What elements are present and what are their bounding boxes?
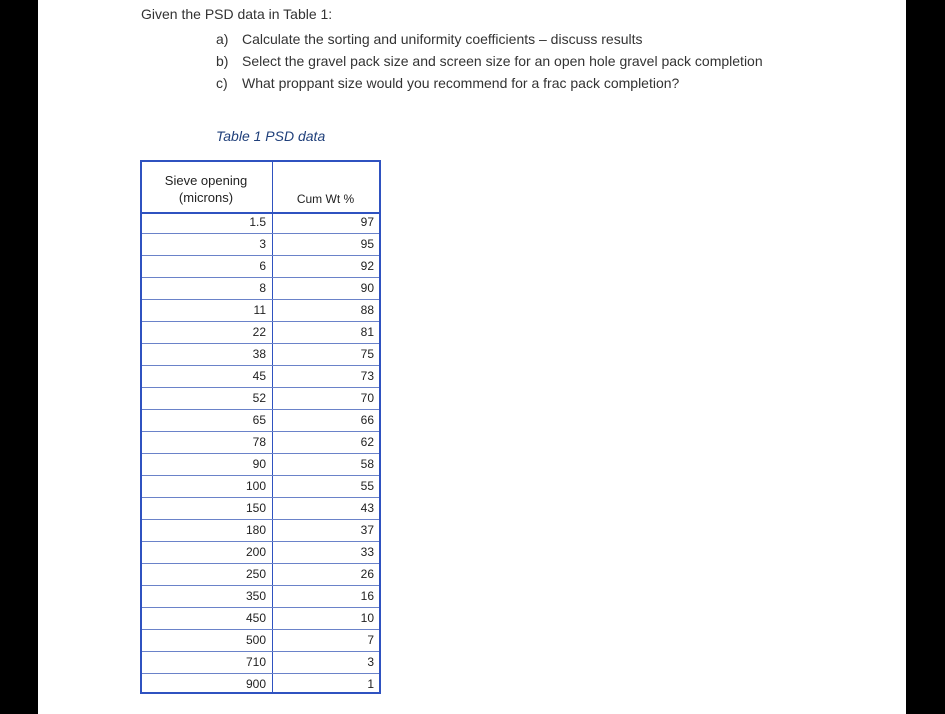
- sieve-cell: 65: [252, 413, 266, 427]
- question-item: [216, 28, 776, 50]
- table-row: [142, 476, 379, 498]
- question-list: [216, 28, 776, 94]
- question-label: a): [216, 31, 229, 47]
- cum-wt-cell: 33: [360, 545, 374, 559]
- cum-wt-cell: 16: [360, 589, 374, 603]
- cum-wt-cell: 3: [367, 655, 374, 669]
- question-text: What proppant size would you recommend for a frac pack completion?: [242, 75, 680, 91]
- sieve-cell: 6: [259, 259, 266, 273]
- sieve-cell: 3: [259, 237, 266, 251]
- cum-wt-cell: 73: [360, 369, 374, 383]
- sieve-cell: 500: [245, 633, 266, 647]
- cum-wt-cell: 70: [360, 391, 374, 405]
- sieve-cell: 11: [253, 303, 266, 317]
- sieve-cell: 52: [252, 391, 266, 405]
- header-sieve-line1: Sieve opening: [164, 173, 248, 188]
- table-row: [142, 542, 379, 564]
- table-row: [142, 234, 379, 256]
- table-row: [142, 322, 379, 344]
- table-row: [142, 454, 379, 476]
- sieve-cell: 8: [259, 281, 266, 295]
- sieve-cell: 100: [245, 479, 266, 493]
- document-page: [38, 0, 906, 714]
- table-row: [142, 674, 379, 696]
- psd-table: [140, 160, 381, 694]
- cum-wt-cell: 92: [360, 259, 374, 273]
- sieve-cell: 250: [245, 567, 266, 581]
- question-label: b): [216, 53, 229, 69]
- cum-wt-cell: 7: [367, 633, 374, 647]
- sieve-cell: 78: [252, 435, 266, 449]
- cum-wt-cell: 26: [360, 567, 374, 581]
- header-sieve-opening: [142, 172, 270, 206]
- sieve-cell: 22: [252, 325, 266, 339]
- sieve-cell: 1.5: [249, 215, 266, 229]
- cum-wt-cell: 55: [360, 479, 374, 493]
- cum-wt-cell: 95: [360, 237, 374, 251]
- cum-wt-cell: 75: [360, 347, 374, 361]
- cum-wt-cell: 43: [360, 501, 374, 515]
- header-cum-wt: Cum Wt %: [296, 192, 355, 206]
- cum-wt-cell: 1: [367, 677, 374, 691]
- table-caption: Table 1 PSD data: [216, 128, 326, 144]
- cum-wt-cell: 97: [360, 215, 374, 229]
- table-row: [142, 410, 379, 432]
- sieve-cell: 710: [245, 655, 266, 669]
- table-row: [142, 630, 379, 652]
- question-label: c): [216, 75, 228, 91]
- table-row: [142, 432, 379, 454]
- sieve-cell: 900: [245, 677, 266, 691]
- table-row: [142, 388, 379, 410]
- cum-wt-cell: 88: [360, 303, 374, 317]
- table-row: [142, 212, 379, 234]
- sieve-cell: 200: [245, 545, 266, 559]
- header-sieve-line2: (microns): [178, 190, 234, 205]
- sieve-cell: 90: [252, 457, 266, 471]
- table-row: [142, 300, 379, 322]
- cum-wt-cell: 10: [360, 611, 374, 625]
- table-row: [142, 520, 379, 542]
- cum-wt-cell: 66: [360, 413, 374, 427]
- table-row: [142, 278, 379, 300]
- table-row: [142, 366, 379, 388]
- table-row: [142, 344, 379, 366]
- cum-wt-cell: 37: [360, 523, 374, 537]
- sieve-cell: 350: [245, 589, 266, 603]
- intro-text: Given the PSD data in Table 1:: [141, 6, 333, 22]
- question-item: [216, 72, 776, 94]
- question-text: Select the gravel pack size and screen size for an open hole gravel pack completion: [242, 53, 763, 69]
- table-header: [142, 162, 379, 214]
- table-row: [142, 608, 379, 630]
- sieve-cell: 38: [252, 347, 266, 361]
- table-row: [142, 564, 379, 586]
- sieve-cell: 450: [245, 611, 266, 625]
- cum-wt-cell: 81: [360, 325, 374, 339]
- question-item: [216, 50, 776, 72]
- table-row: [142, 256, 379, 278]
- sieve-cell: 180: [245, 523, 266, 537]
- sieve-cell: 45: [252, 369, 266, 383]
- table-row: [142, 498, 379, 520]
- cum-wt-cell: 58: [360, 457, 374, 471]
- cum-wt-cell: 90: [360, 281, 374, 295]
- sieve-cell: 150: [245, 501, 266, 515]
- table-row: [142, 586, 379, 608]
- table-body: [142, 212, 379, 696]
- cum-wt-cell: 62: [360, 435, 374, 449]
- question-text: Calculate the sorting and uniformity coefficients – discuss results: [242, 31, 643, 47]
- table-row: [142, 652, 379, 674]
